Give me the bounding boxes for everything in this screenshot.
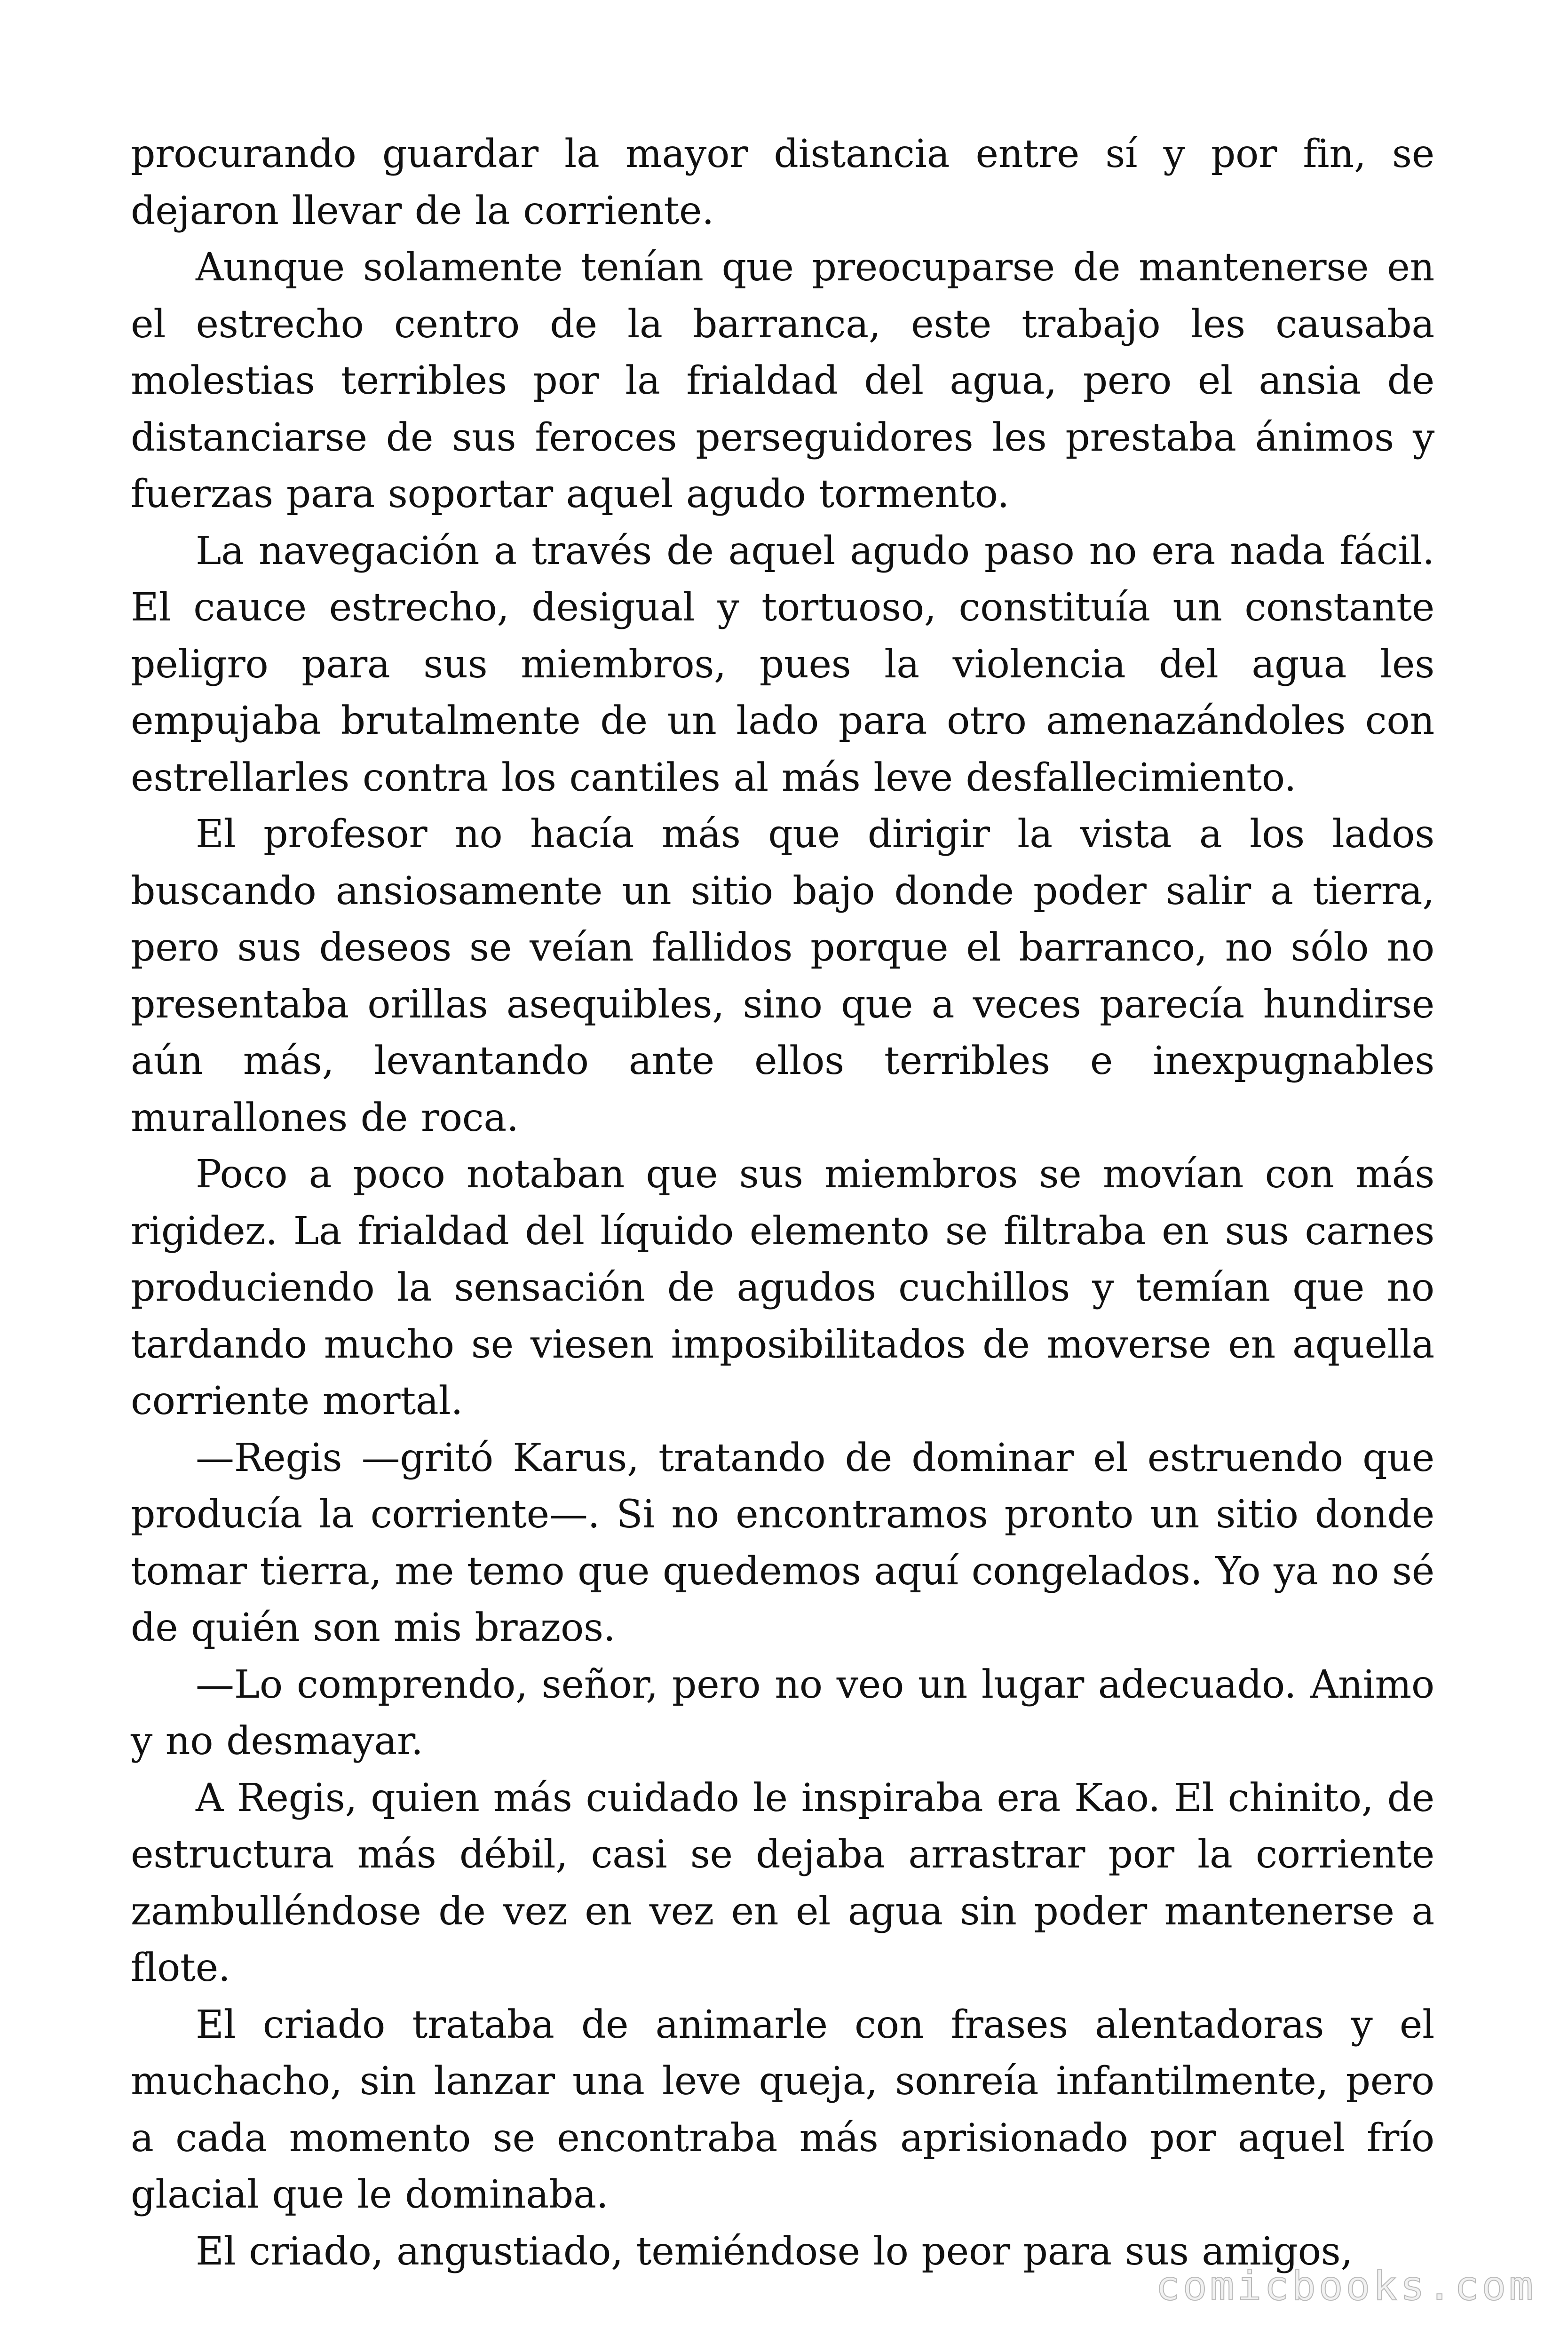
paragraph-10: El criado, angustiado, temiéndose lo peor para sus amigos,	[196, 2229, 1353, 2274]
paragraph-1: procurando guardar la mayor distancia entre sí y por fin, se dejaron llevar de la corriente.	[131, 132, 1434, 233]
paragraph-4: El profesor no hacía más que dirigir la vista a los lados buscando ansiosamente un sitio bajo donde poder salir a tierra, pero sus deseos se veían fallidos porque el barranco, no sólo no presentaba orillas asequibles, sino que a veces parecía hundirse aún más, levantando ante ellos terribles e inexpugnables murallones de roca.	[131, 812, 1434, 1140]
paragraph-6: —Regis —gritó Karus, tratando de dominar el estruendo que producía la corriente—. Si no encontramos pronto un sitio donde tomar tierra, me temo que quedemos aquí congelados. Yo ya no sé de quién son mis brazos.	[131, 1435, 1434, 1650]
paragraph-9: El criado trataba de animarle con frases alentadoras y el muchacho, sin lanzar una leve queja, sonreía infantilmente, pero a cada momento se encontraba más aprisionado por aquel frío glacial que le dominaba.	[131, 2002, 1434, 2217]
paragraph-8: A Regis, quien más cuidado le inspiraba era Kao. El chinito, de estructura más débil, casi se dejaba arrastrar por la corriente zambulléndose de vez en vez en el agua sin poder mantenerse a flote.	[131, 1775, 1434, 1990]
paragraph-7: —Lo comprendo, señor, pero no veo un lugar adecuado. Animo y no desmayar.	[131, 1662, 1434, 1764]
paragraph-3: La navegación a través de aquel agudo paso no era nada fácil. El cauce estrecho, desigual y tortuoso, constituía un constante peligro para sus miembros, pues la violencia del agua les empujaba brutalmente de un lado para otro amenazándoles con estrellarles contra los cantiles al más leve desfallecimiento.	[131, 528, 1434, 800]
body-text	[131, 126, 1434, 2280]
paragraph-2: Aunque solamente tenían que preocuparse de mantenerse en el estrecho centro de la barranca, este trabajo les causaba molestias terribles por la frialdad del agua, pero el ansia de distanciarse de sus feroces perseguidores les prestaba ánimos y fuerzas para soportar aquel agudo tormento.	[131, 245, 1434, 516]
paragraph-5: Poco a poco notaban que sus miembros se movían con más rigidez. La frialdad del líquido elemento se filtraba en sus carnes produciendo la sensación de agudos cuchillos y temían que no tardando mucho se viesen imposibilitados de moverse en aquella corriente mortal.	[131, 1152, 1434, 1423]
watermark: comicbooks.com	[1156, 2263, 1536, 2310]
